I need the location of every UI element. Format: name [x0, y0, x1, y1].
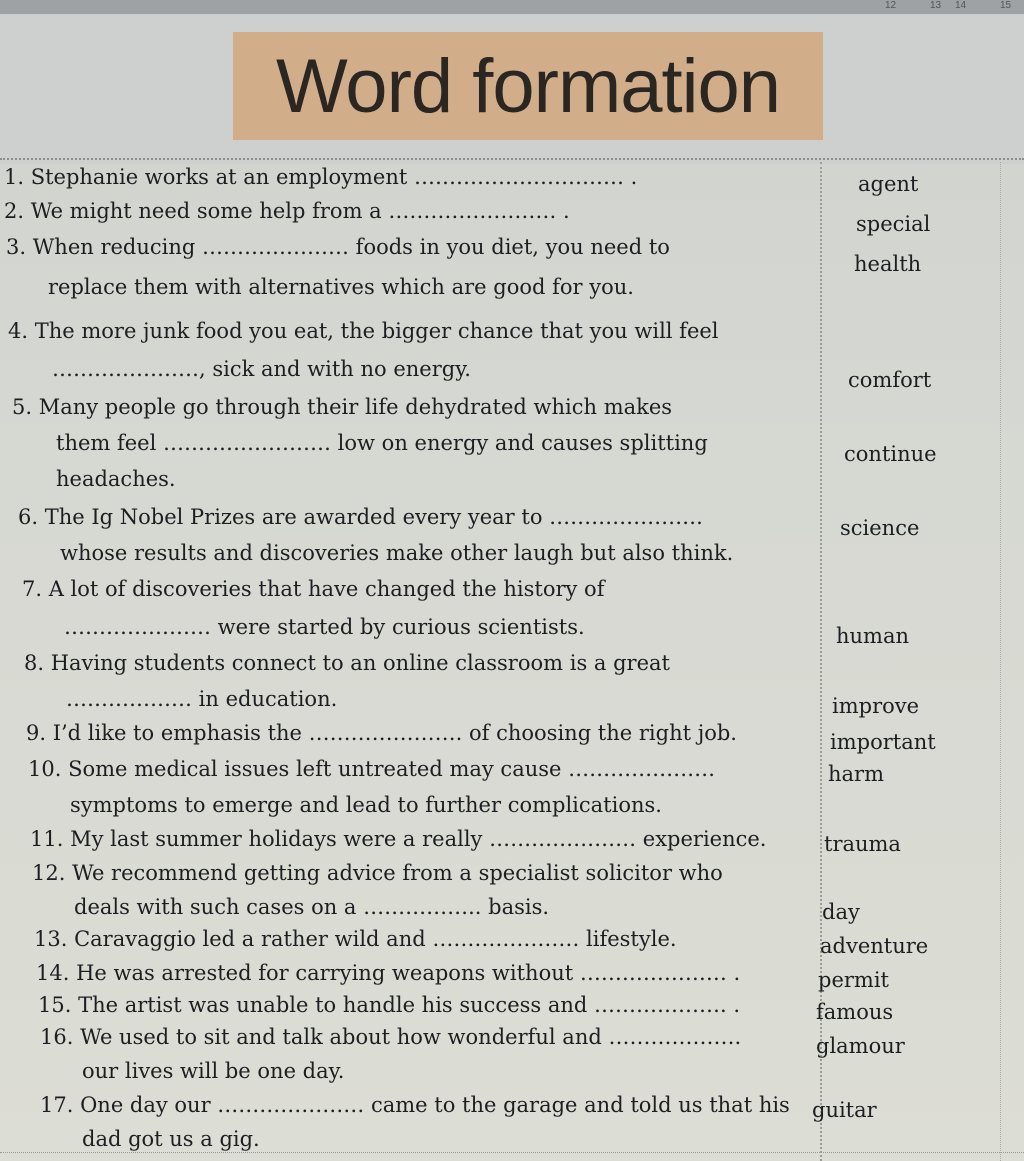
word-1: agent: [858, 172, 919, 196]
word-17: guitar: [812, 1098, 877, 1122]
question-5-continuation: them feel …………………… low on energy and causes splitting: [56, 431, 708, 455]
title-area: [0, 14, 1024, 164]
question-3-continuation: replace them with alternatives which are good for you.: [48, 275, 634, 299]
word-16: glamour: [816, 1034, 905, 1058]
word-12: day: [822, 900, 860, 924]
question-6: 6. The Ig Nobel Prizes are awarded every year to ………………….: [18, 505, 703, 529]
question-4-continuation: …………………, sick and with no energy.: [52, 357, 471, 381]
question-5: 5. Many people go through their life dehydrated which makes: [12, 395, 673, 419]
question-10-continuation: symptoms to emerge and lead to further complications.: [70, 793, 662, 817]
word-9: important: [830, 730, 936, 754]
question-10: 10. Some medical issues left untreated may cause …………………: [28, 757, 716, 781]
word-6: science: [840, 516, 920, 540]
ruler-tick: 14: [955, 0, 967, 11]
word-8: improve: [832, 694, 920, 718]
question-6-continuation: whose results and discoveries make other laugh but also think.: [60, 541, 734, 565]
word-2: special: [856, 212, 931, 236]
word-5: continue: [844, 442, 937, 466]
question-13: 13. Caravaggio led a rather wild and ………………… lifestyle.: [34, 927, 677, 951]
question-3: 3. When reducing ………………… foods in you diet, you need to: [6, 235, 670, 259]
ruler-tick: 15: [1000, 0, 1012, 11]
column-divider-right: [1000, 162, 1001, 1161]
question-4: 4. The more junk food you eat, the bigger chance that you will feel: [8, 319, 719, 343]
question-15: 15. The artist was unable to handle his success and ………………. .: [38, 993, 741, 1017]
word-13: adventure: [820, 934, 929, 958]
question-2: 2. We might need some help from a …………………… .: [4, 199, 570, 223]
question-12: 12. We recommend getting advice from a specialist solicitor who: [32, 861, 723, 885]
word-11: trauma: [824, 832, 901, 856]
word-4: comfort: [848, 368, 932, 392]
question-16: 16. We used to sit and talk about how wonderful and ……………….: [40, 1025, 742, 1049]
word-7: human: [836, 624, 910, 648]
ruler: [0, 0, 1024, 15]
word-10: harm: [828, 762, 884, 786]
question-16-continuation: our lives will be one day.: [82, 1059, 345, 1083]
question-14: 14. He was arrested for carrying weapons without ………………… .: [36, 961, 741, 985]
question-7-continuation: ………………… were started by curious scientists.: [64, 615, 585, 639]
question-7: 7. A lot of discoveries that have changed the history of: [22, 577, 605, 601]
word-14: permit: [818, 968, 889, 992]
ruler-tick: 13: [930, 0, 942, 11]
question-11: 11. My last summer holidays were a really ………………… experience.: [30, 827, 767, 851]
ruler-tick: 12: [885, 0, 897, 11]
page-title: Word formation: [233, 32, 823, 140]
word-3: health: [854, 252, 922, 276]
question-12-continuation: deals with such cases on a …………….. basis.: [74, 895, 550, 919]
question-5-continuation: headaches.: [56, 467, 176, 491]
word-15: famous: [816, 1000, 894, 1024]
question-9: 9. I’d like to emphasis the …………………. of choosing the right job.: [26, 721, 737, 745]
question-17: 17. One day our ………………… came to the garage and told us that his: [40, 1093, 790, 1117]
question-17-continuation: dad got us a gig.: [82, 1127, 260, 1151]
question-1: 1. Stephanie works at an employment ………………………… .: [4, 165, 638, 189]
question-8: 8. Having students connect to an online classroom is a great: [24, 651, 670, 675]
question-8-continuation: ……………… in education.: [66, 687, 338, 711]
